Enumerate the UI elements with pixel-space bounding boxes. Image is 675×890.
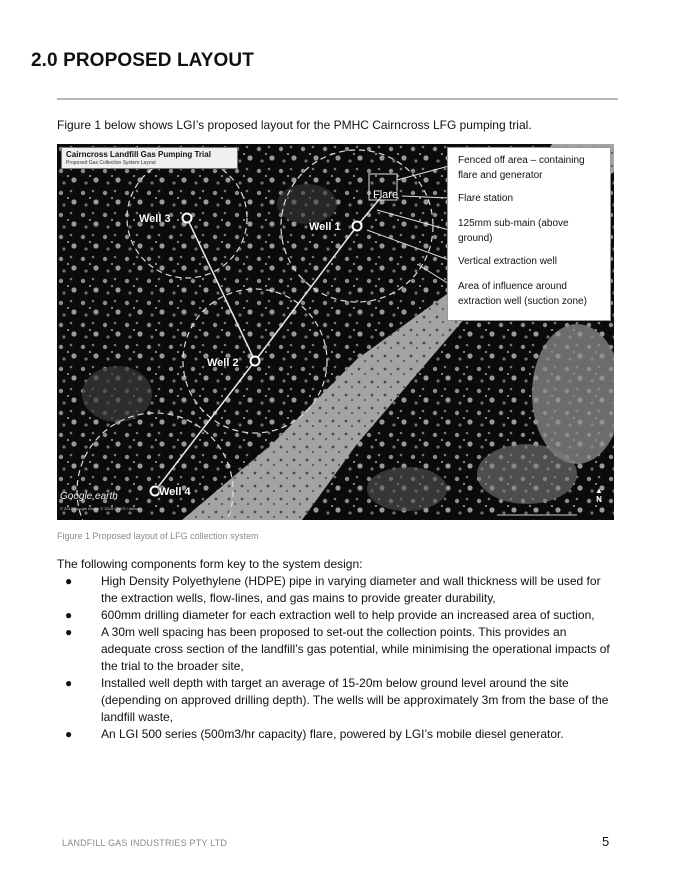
heading-divider <box>57 98 618 100</box>
map-subtitle: Proposed Gas Collection System Layout <box>66 160 156 166</box>
legend-item-flare-station: Flare station <box>458 193 514 204</box>
figure-caption: Figure 1 Proposed layout of LFG collection system <box>57 531 259 541</box>
north-arrow <box>595 486 603 504</box>
list-item <box>57 624 617 675</box>
north-label: N <box>596 495 602 504</box>
imagery-credit: © 2019 Google Image © 2019 CNES / Airbus <box>60 506 140 511</box>
north-arrow-icon: ▲ <box>595 486 603 495</box>
components-lead: The following components form key to the system design: <box>57 557 363 571</box>
footer-company: LANDFILL GAS INDUSTRIES PTY LTD <box>62 838 228 848</box>
legend-item-fenced-area: Fenced off area – containing flare and generator <box>458 155 585 181</box>
list-item <box>57 726 617 743</box>
components-list <box>57 573 617 743</box>
well-3-label: Well 3 <box>139 213 171 225</box>
intro-paragraph: Figure 1 below shows LGI’s proposed layout for the PMHC Cairncross LFG pumping trial. <box>57 118 532 132</box>
well-1-label: Well 1 <box>309 221 341 233</box>
map-title-box <box>61 147 238 169</box>
bullet-icon: ● <box>65 625 73 639</box>
google-earth-logo: Google earth <box>60 491 118 502</box>
list-item-text: Installed well depth with target an average of 15-20m below ground level around the site (depending on approved drilling depth). The wells will be approximately 3m from the base of the landfill waste, <box>101 676 609 724</box>
list-item-text: 600mm drilling diameter for each extraction well to help provide an increased area of suction, <box>101 608 595 622</box>
well-4-label: Well 4 <box>159 486 191 498</box>
page-number: 5 <box>602 834 610 849</box>
bullet-icon: ● <box>65 608 73 622</box>
page-heading: 2.0 PROPOSED LAYOUT <box>31 50 254 71</box>
list-item-text: High Density Polyethylene (HDPE) pipe in varying diameter and wall thickness will be used for the extraction wells, flow-lines, and gas mains to provide greater durability, <box>101 574 601 605</box>
legend-item-area-of-influence: Area of influence around extraction well (suction zone) <box>458 281 587 307</box>
well-2-label: Well 2 <box>207 357 239 369</box>
list-item-text: An LGI 500 series (500m3/hr capacity) flare, powered by LGI’s mobile diesel generator. <box>101 727 564 741</box>
list-item <box>57 675 617 726</box>
flare-label: Flare <box>373 189 399 201</box>
bullet-icon: ● <box>65 574 73 588</box>
layout-figure <box>57 144 614 520</box>
legend-item-extraction-well: Vertical extraction well <box>458 256 557 267</box>
bullet-icon: ● <box>65 676 73 690</box>
legend-item-sub-main: 125mm sub-main (above ground) <box>458 218 569 244</box>
list-item-text: A 30m well spacing has been proposed to set-out the collection points. This provides an adequate cross section of the landfill’s gas potential, while minimising the operational impacts of the trial to the broader site, <box>101 625 610 673</box>
map-legend <box>447 147 611 321</box>
list-item <box>57 607 617 624</box>
bullet-icon: ● <box>65 727 73 741</box>
map-title: Cairncross Landfill Gas Pumping Trial <box>66 150 211 159</box>
list-item <box>57 573 617 607</box>
